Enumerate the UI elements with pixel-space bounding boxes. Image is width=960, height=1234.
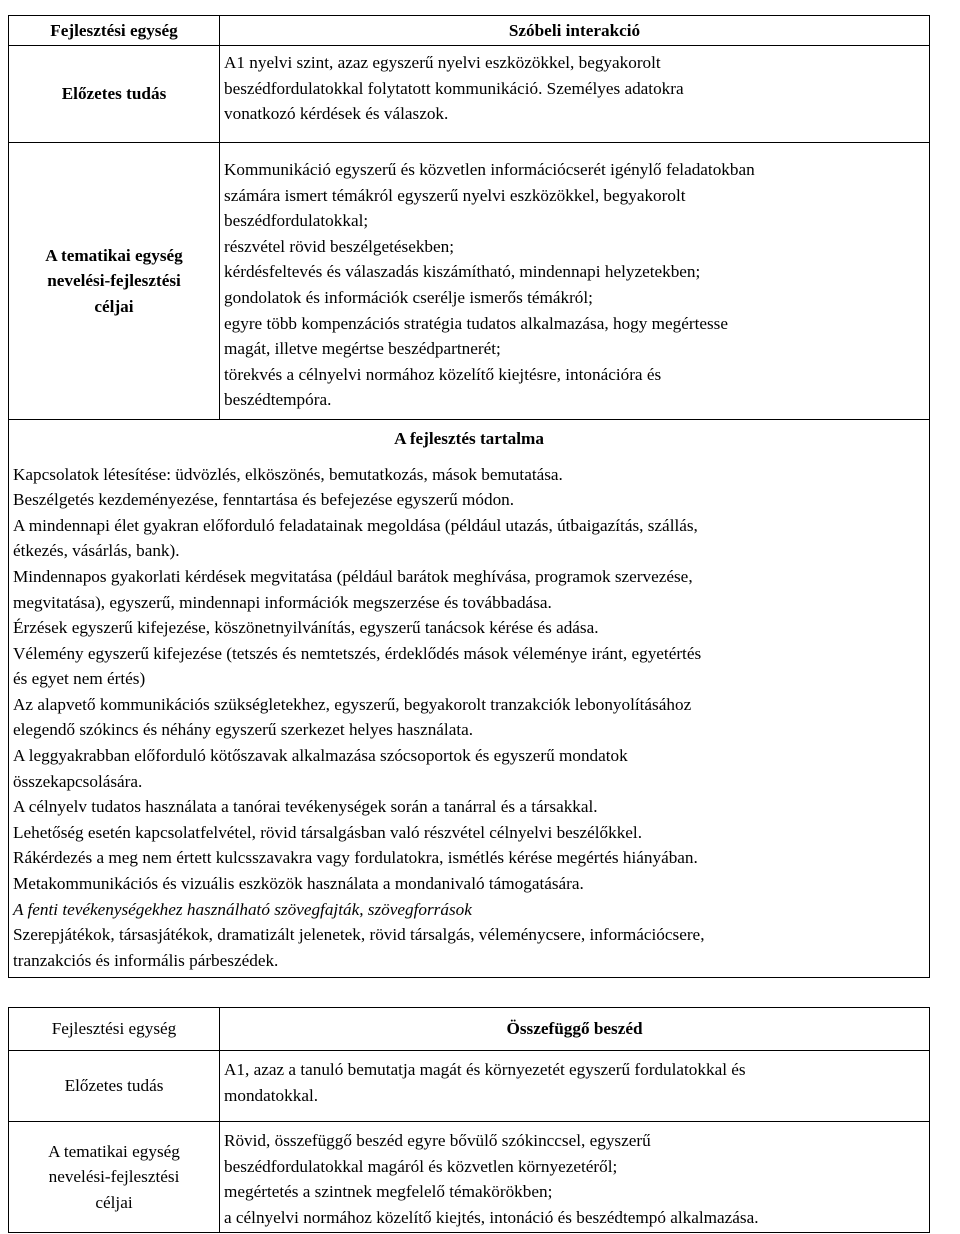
table2-prior-knowledge-label: Előzetes tudás: [9, 1051, 220, 1122]
table2-prior-knowledge-row: [9, 1051, 930, 1122]
table1-prior-knowledge-label: Előzetes tudás: [9, 46, 220, 143]
text-line: Kommunikáció egyszerű és közvetlen információcserét igénylő feladatokban: [224, 160, 755, 179]
table1-header-left: Fejlesztési egység: [9, 16, 220, 46]
text-line: vonatkozó kérdések és válaszok.: [224, 104, 449, 124]
table2-goals-row: [9, 1122, 930, 1233]
label-line: A tematikai egység: [48, 1141, 180, 1161]
content-line: A leggyakrabban előforduló kötőszavak alkalmazása szócsoportok és egyszerű mondatok: [13, 746, 628, 766]
label-line: céljai: [94, 296, 134, 316]
text-line: beszédfordulatokkal magáról és közvetlen környezetéről;: [224, 1156, 618, 1176]
content-line: elegendő szókincs és néhány egyszerű szerkezet helyes használata.: [13, 720, 474, 740]
text-line: törekvés a célnyelvi normához közelítő kiejtésre, intonációra és: [224, 364, 662, 384]
content-line: A célnyelv tudatos használata a tanórai tevékenységek során a tanárral és a társakkal.: [13, 797, 598, 817]
content-line: A mindennapi élet gyakran előforduló feladatainak megoldása (például utazás, útbaigazítás, szállás,: [13, 515, 698, 535]
content-line: Vélemény egyszerű kifejezése (tetszés és nemtetszés, érdeklődés mások véleménye iránt, egyetértés: [13, 643, 702, 663]
text-line: beszédtempóra.: [224, 390, 332, 410]
table1-goals-label: [9, 143, 220, 420]
text-line: beszédfordulatokkal;: [224, 211, 369, 231]
content-line: Beszélgetés kezdeményezése, fenntartása és befejezése egyszerű módon.: [13, 490, 515, 510]
table2-header-row: [9, 1008, 930, 1051]
curriculum-table-coherent-speech: [8, 1007, 930, 1233]
label-line: nevelési-fejlesztési: [47, 271, 181, 291]
text-line: beszédfordulatokkal folytatott kommunikáció. Személyes adatokra: [224, 78, 684, 98]
content-line: Kapcsolatok létesítése: üdvözlés, elköszönés, bemutatkozás, mások bemutatása.: [13, 464, 563, 484]
table1-goals-text: [220, 143, 930, 420]
text-line: kérdésfeltevés és válaszadás kiszámítható, mindennapi helyzetekben;: [224, 262, 701, 282]
text-line: számára ismert témákról egyszerű nyelvi eszközökkel, begyakorolt: [224, 185, 686, 205]
content-line: Rákérdezés a meg nem értett kulcsszavakra vagy fordulatokra, ismétlés kérése megértés hiányában.: [13, 848, 698, 868]
table2-goals-text: [220, 1122, 930, 1233]
content-line: Lehetőség esetén kapcsolatfelvétel, rövid társalgásban való részvétel célnyelvi beszélőkkel.: [13, 822, 642, 842]
table2-header-left: Fejlesztési egység: [9, 1008, 220, 1051]
table2-goals-label: [9, 1122, 220, 1233]
content-line: tranzakciós és informális párbeszédek.: [13, 950, 279, 970]
text-types-heading: A fenti tevékenységekhez használható szövegfajták, szövegforrások: [13, 899, 472, 919]
text-line: a célnyelvi normához közelítő kiejtés, intonáció és beszédtempó alkalmazása.: [224, 1207, 759, 1227]
label-line: nevelési-fejlesztési: [48, 1167, 180, 1187]
table1-prior-knowledge-text: [220, 46, 930, 143]
content-line: és egyet nem értés): [13, 669, 146, 689]
content-line: Metakommunikációs és vizuális eszközök használata a mondanivaló támogatására.: [13, 874, 584, 894]
text-line: megértetés a szintnek megfelelő témakörökben;: [224, 1182, 553, 1202]
text-line: gondolatok és információk cserélje ismerős témákról;: [224, 287, 593, 307]
table1-goals-row: [9, 143, 930, 420]
table2-prior-knowledge-text: [220, 1051, 930, 1122]
table1-header-row: [9, 16, 930, 46]
content-line: Szerepjátékok, társasjátékok, dramatizált jelenetek, rövid társalgás, véleménycsere, információcsere,: [13, 925, 705, 945]
text-line: A1, azaz a tanuló bemutatja magát és környezetét egyszerű fordulatokkal és: [224, 1060, 746, 1079]
table1-content-row: [9, 419, 930, 977]
content-section-title: A fejlesztés tartalma: [394, 428, 544, 448]
table1-header-right: Szóbeli interakció: [220, 16, 930, 46]
content-line: összekapcsolására.: [13, 771, 143, 791]
table2-header-right: Összefüggő beszéd: [220, 1008, 930, 1051]
label-line: A tematikai egység: [45, 245, 183, 265]
curriculum-table-oral-interaction: [8, 15, 930, 978]
content-line: étkezés, vásárlás, bank).: [13, 541, 180, 561]
label-line: céljai: [95, 1192, 133, 1212]
content-line: megvitatása), egyszerű, mindennapi információk megszerzése és továbbadása.: [13, 592, 552, 612]
text-line: magát, illetve megértse beszédpartnerét;: [224, 339, 501, 359]
table1-content-cell: [9, 419, 930, 977]
table1-prior-knowledge-row: [9, 46, 930, 143]
content-line: Az alapvető kommunikációs szükségletekhez, egyszerű, begyakorolt tranzakciók lebonyolításához: [13, 694, 692, 714]
text-line: egyre több kompenzációs stratégia tudatos alkalmazása, hogy megértesse: [224, 313, 728, 333]
content-line: Érzések egyszerű kifejezése, köszönetnyilvánítás, egyszerű tanácsok kérése és adása.: [13, 618, 599, 638]
text-line: A1 nyelvi szint, azaz egyszerű nyelvi eszközökkel, begyakorolt: [224, 53, 661, 72]
text-line: mondatokkal.: [224, 1085, 319, 1105]
content-line: Mindennapos gyakorlati kérdések megvitatása (például barátok meghívása, programok szervezése,: [13, 566, 693, 586]
text-line: Rövid, összefüggő beszéd egyre bővülő szókinccsel, egyszerű: [224, 1131, 651, 1150]
text-line: részvétel rövid beszélgetésekben;: [224, 236, 455, 256]
